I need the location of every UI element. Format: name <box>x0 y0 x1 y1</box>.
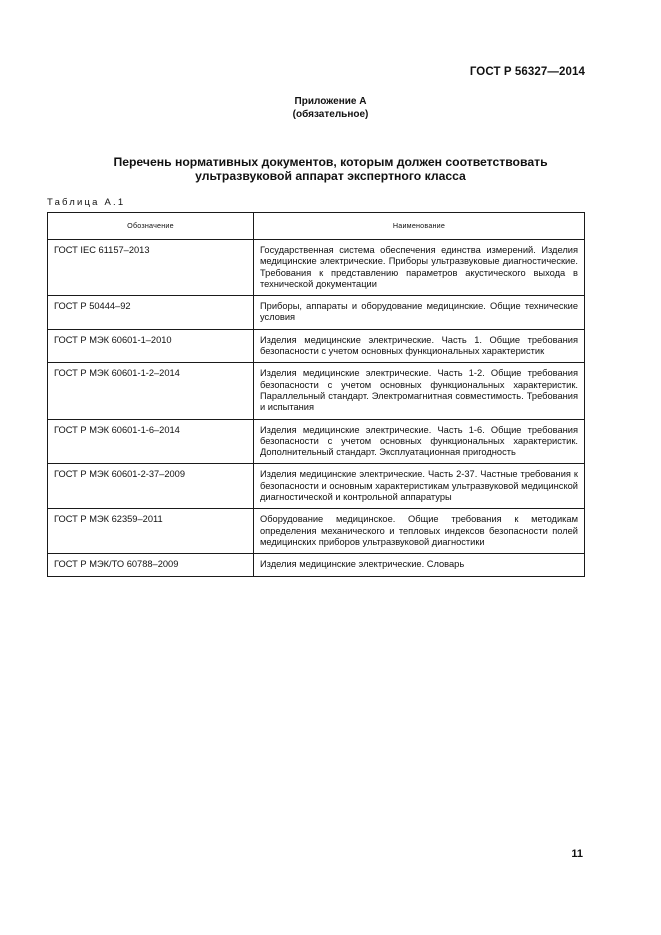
table-row <box>48 419 585 464</box>
cell-name: Государственная система обеспечения единства измерений. Изделия медицинские электрические. Приборы ультразвуковые диагностические. Требования к представлению параметров акустического выхода в технической документации <box>254 240 585 296</box>
standards-table-container <box>47 212 584 577</box>
cell-designation: ГОСТ Р МЭК 60601-1-6–2014 <box>48 419 254 464</box>
column-header-designation: Обозначение <box>48 213 254 240</box>
cell-name: Изделия медицинские электрические. Часть 2-37. Частные требования к безопасности и основным характеристикам ультразвуковой медицинской диагностической и контрольной аппаратуры <box>254 464 585 509</box>
page-title-line-1: Перечень нормативных документов, которым должен соответствовать <box>113 155 548 169</box>
table-row <box>48 554 585 576</box>
page-number: 11 <box>571 848 583 860</box>
cell-designation: ГОСТ Р МЭК 60601-1-2–2014 <box>48 363 254 419</box>
appendix-title: Приложение А <box>294 96 367 107</box>
cell-designation: ГОСТ Р 50444–92 <box>48 296 254 330</box>
document-code: ГОСТ Р 56327—2014 <box>469 66 585 78</box>
appendix-heading <box>0 95 661 121</box>
cell-name: Приборы, аппараты и оборудование медицинские. Общие технические условия <box>254 296 585 330</box>
table-row <box>48 240 585 296</box>
table-caption: Таблица А.1 <box>47 197 126 208</box>
cell-designation: ГОСТ Р МЭК 60601-1–2010 <box>48 329 254 363</box>
table-row <box>48 509 585 554</box>
table-row <box>48 464 585 509</box>
cell-designation: ГОСТ Р МЭК/ТО 60788–2009 <box>48 554 254 576</box>
cell-designation: ГОСТ IEC 61157–2013 <box>48 240 254 296</box>
table-row <box>48 329 585 363</box>
standards-table <box>47 212 585 577</box>
table-row <box>48 363 585 419</box>
page-title <box>0 155 661 183</box>
table-row <box>48 296 585 330</box>
table-header-row <box>48 213 585 240</box>
column-header-name: Наименование <box>254 213 585 240</box>
page-title-line-2: ультразвуковой аппарат экспертного класса <box>195 169 466 183</box>
cell-name: Изделия медицинские электрические. Словарь <box>254 554 585 576</box>
table-body <box>48 240 585 577</box>
cell-name: Изделия медицинские электрические. Часть 1-6. Общие требования безопасности с учетом основных функциональных характеристик. Дополнительный стандарт. Эксплуатационная пригодность <box>254 419 585 464</box>
cell-designation: ГОСТ Р МЭК 60601-2-37–2009 <box>48 464 254 509</box>
cell-name: Изделия медицинские электрические. Часть 1-2. Общие требования безопасности с учетом основных функциональных характеристик. Параллельный стандарт. Электромагнитная совместимость. Требования и испытания <box>254 363 585 419</box>
cell-name: Оборудование медицинское. Общие требования к методикам определения механического и тепловых индексов безопасности полей медицинских приборов ультразвуковой диагностики <box>254 509 585 554</box>
cell-designation: ГОСТ Р МЭК 62359–2011 <box>48 509 254 554</box>
cell-name: Изделия медицинские электрические. Часть 1. Общие требования безопасности с учетом основных функциональных характеристик <box>254 329 585 363</box>
appendix-status: (обязательное) <box>292 109 369 120</box>
